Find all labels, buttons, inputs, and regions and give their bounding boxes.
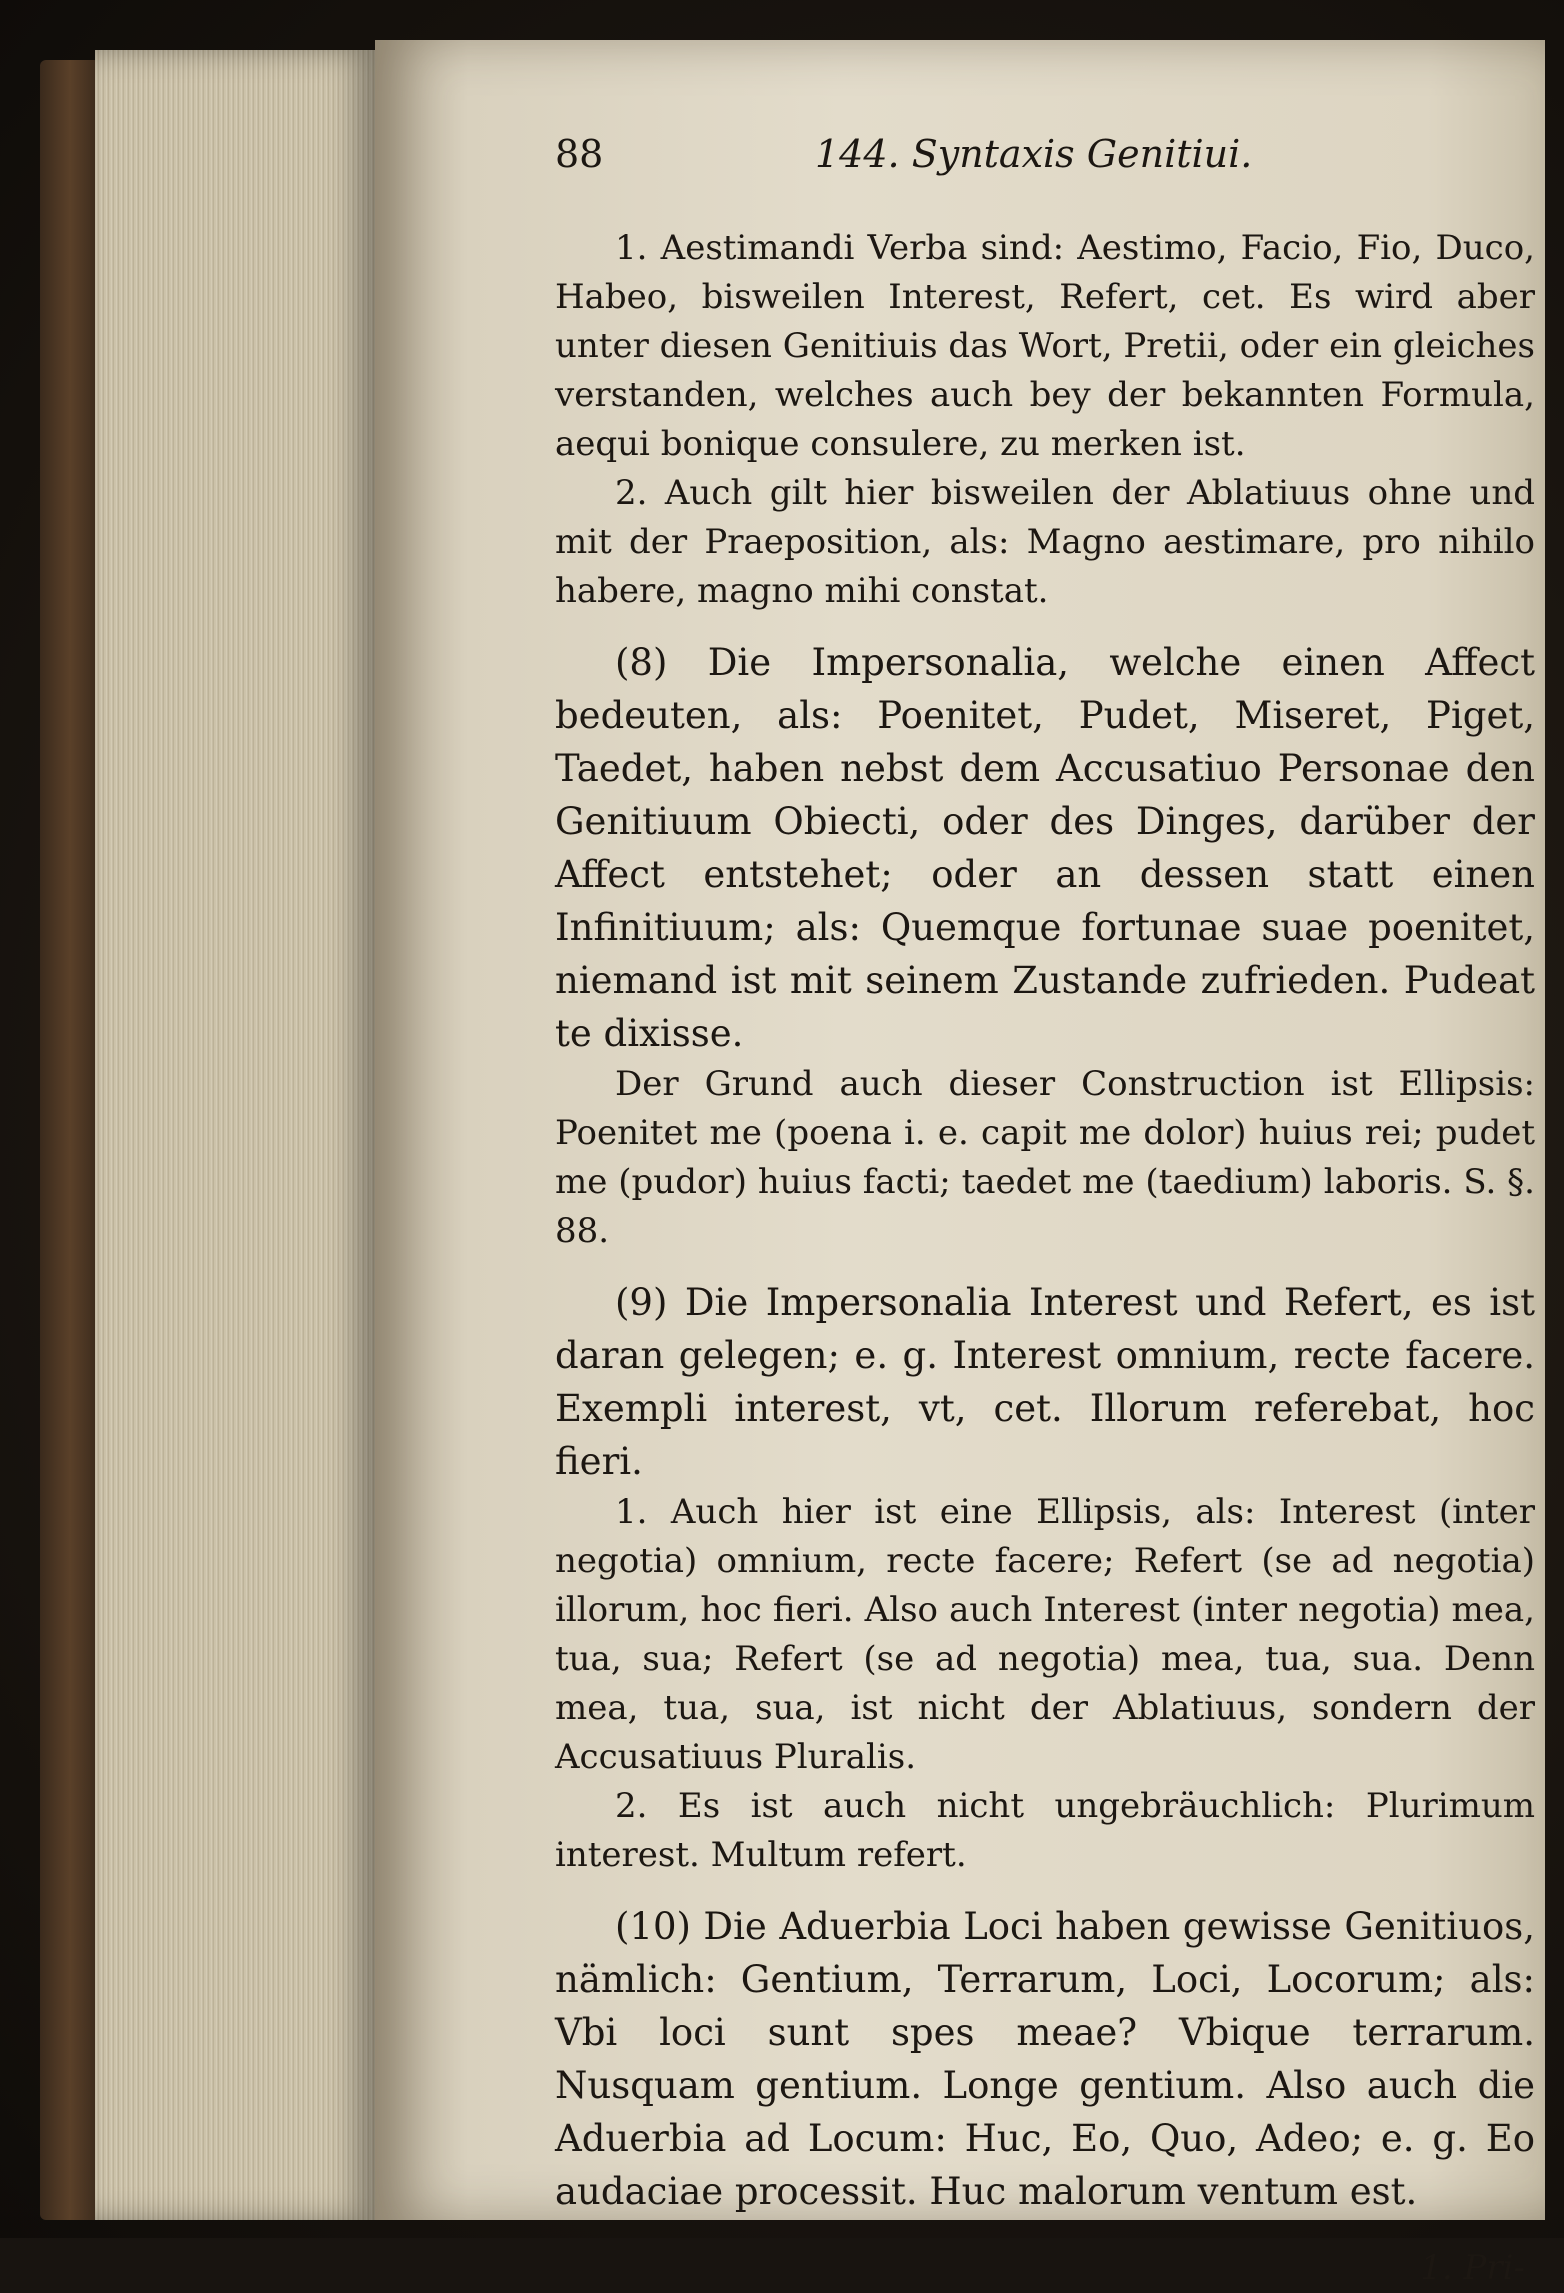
- book-cover-edge: [40, 60, 100, 2220]
- paragraph-ellipsis-construction: Der Grund auch dieser Construction ist Ellipsis: Poenitet me (poena i. e. capit me dolor) huius rei; pudet me (pudor) huius facti; taedet me (taedium) laboris. S. §. 88.: [555, 1064, 1535, 1251]
- paragraph-aestimandi: 1. Aestimandi Verba sind: Aestimo, Facio, Fio, Duco, Habeo, bisweilen Interest, Refert, cet. Es wird aber unter diesen Genitiuis das Wort, Pretii, oder ein gleiches verstanden, welches auch bey der bekannten Formula, aequi bonique consulere, zu merken ist.: [555, 228, 1535, 464]
- paragraph-interest-ellipsis: 1. Auch hier ist eine Ellipsis, als: Interest (inter negotia) omnium, recte facere; Refert (se ad negotia) illorum, hoc fieri. Also auch Interest (inter negotia) mea, tua, sua; Refert (se ad negotia) mea, tua, sua. Denn mea, tua, sua, ist nicht der Ablatiuus, sondern der Accusatiuus Pluralis.: [555, 1492, 1535, 1777]
- page-number: 88: [555, 132, 604, 176]
- page-header: [555, 130, 1535, 190]
- catchword: 1. Pri-: [1420, 2248, 1525, 2288]
- page-text: [555, 130, 1535, 2293]
- page-stack-edges: [95, 50, 375, 2220]
- running-title: 144. Syntaxis Genitiui.: [815, 132, 1253, 176]
- section-9-interest-refert: (9) Die Impersonalia Interest und Refert, es ist daran gelegen; e. g. Interest omnium, recte facere. Exempli interest, vt, cet. Illorum referebat, hoc fieri.: [555, 1281, 1535, 1483]
- section-10-aduerbia-loci: (10) Die Aduerbia Loci haben gewisse Genitiuos, nämlich: Gentium, Terrarum, Loci, Locorum; als: Vbi loci sunt spes meae? Vbique terrarum. Nusquam gentium. Longe gentium. Also auch die Aduerbia ad Locum: Huc, Eo, Quo, Adeo; e. g. Eo audaciae processit. Huc malorum ventum est.: [555, 1905, 1535, 2213]
- paragraph-plurimum: 2. Es ist auch nicht ungebräuchlich: Plurimum interest. Multum refert.: [555, 1786, 1535, 1875]
- section-8-impersonalia: (8) Die Impersonalia, welche einen Affect bedeuten, als: Poenitet, Pudet, Miseret, Piget, Taedet, haben nebst dem Accusatiuo Personae den Genitiuum Obiecti, oder des Dinges, darüber der Affect entstehet; oder an dessen statt einen Infinitiuum; als: Quemque fortunae suae poenitet, niemand ist mit seinem Zustande zufrieden. Pudeat te dixisse.: [555, 641, 1535, 1055]
- paragraph-ablatiuus: 2. Auch gilt hier bisweilen der Ablatiuus ohne und mit der Praeposition, als: Magno aestimare, pro nihilo habere, magno mihi constat.: [555, 473, 1535, 611]
